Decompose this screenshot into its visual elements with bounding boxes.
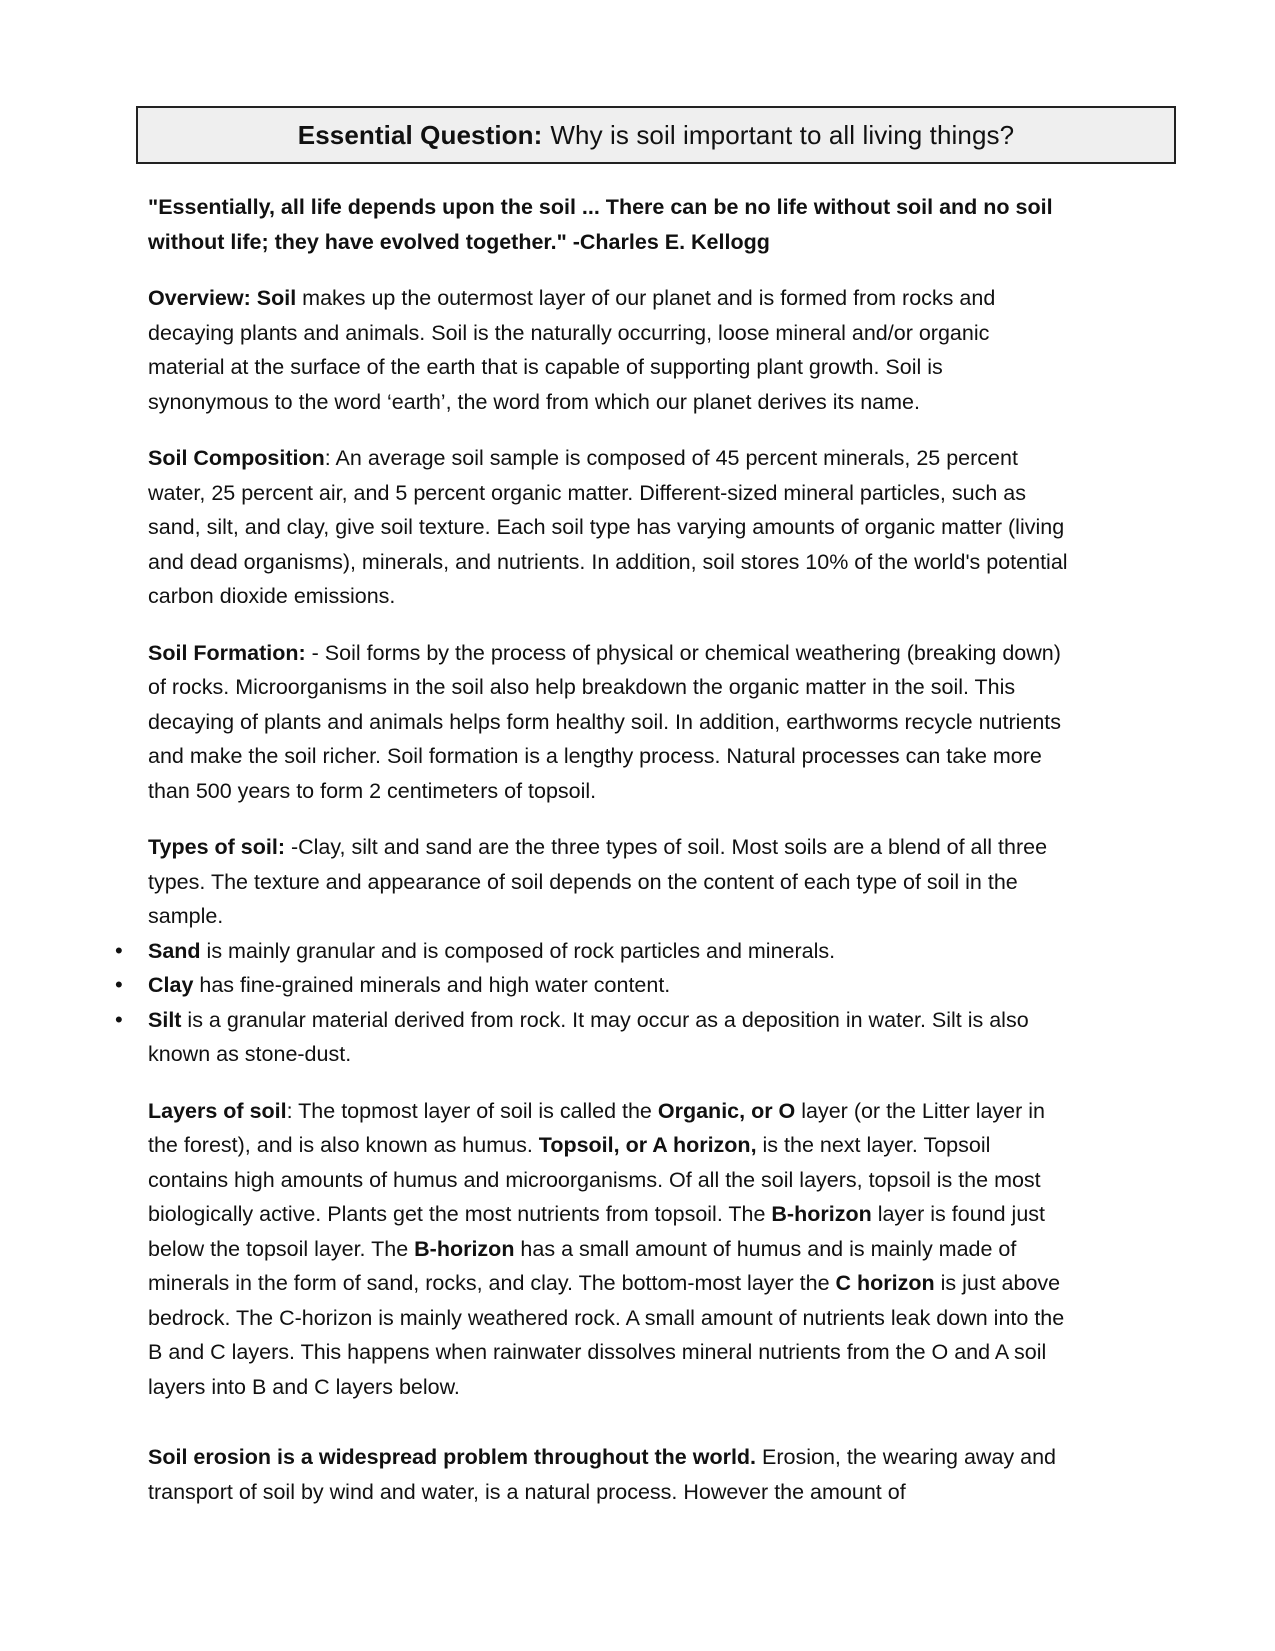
bullet-text: has fine-grained minerals and high water content. — [193, 973, 671, 997]
composition-label: Soil Composition — [148, 446, 325, 470]
overview-paragraph — [148, 281, 1068, 419]
types-text: -Clay, silt and sand are the three types of soil. Most soils are a blend of all three types. The texture and appearance of soil depends on the content of each type of soil in the sample. — [148, 835, 1048, 928]
layers-bold-term: Topsoil, or A horizon, — [538, 1133, 757, 1157]
essential-question-text: Why is soil important to all living things? — [550, 119, 1015, 150]
bullet-term: Sand — [148, 938, 201, 963]
layers-text: layer is found just below the topsoil layer. The — [148, 1202, 1045, 1261]
composition-text: : An average soil sample is composed of 45 percent minerals, 25 percent water, 25 percent air, and 5 percent organic matter. Different-sized mineral particles, such as sand, silt, and clay, give soil texture. Each soil type has varying amounts of organic matter (living and dead organisms), minerals, and nutrients. In addition, soil stores 10% of the world's potential carbon dioxide emissions. — [148, 446, 1068, 608]
layers-text: layer (or the Litter layer in the forest), and is also known as humus. — [148, 1098, 1046, 1157]
layers-bold-term: Organic, or O — [657, 1098, 796, 1123]
list-item — [115, 1003, 1068, 1072]
layers-text: has a small amount of humus and is mainly made of minerals in the form of sand, rocks, and clay. The bottom-most layer the — [148, 1236, 1017, 1295]
list-item — [115, 934, 1068, 969]
overview-label: Overview: — [148, 286, 251, 310]
layers-bold-term: B-horizon — [414, 1236, 515, 1261]
bullet-text: is a granular material derived from rock. It may occur as a deposition in water. Silt is also known as stone-dust. — [148, 1007, 1029, 1066]
formation-label: Soil Formation: — [148, 640, 306, 665]
soil-types-list — [115, 934, 1068, 1072]
erosion-paragraph — [148, 1440, 1068, 1509]
formation-text: - Soil forms by the process of physical or chemical weathering (breaking down) of rocks. Microorganisms in the soil also help breakdown the organic matter in the soil. This decaying of plants and animals helps form healthy soil. In addition, earthworms recycle nutrients and make the soil richer. Soil formation is a lengthy process. Natural processes can take more than 500 years to form 2 centimeters of topsoil. — [148, 640, 1062, 803]
bullet-term: Clay — [148, 973, 194, 997]
essential-question-label: Essential Question: — [297, 119, 543, 150]
bullet-icon: • — [115, 937, 123, 963]
bullet-icon: • — [115, 972, 123, 997]
erosion-label: Soil erosion is a widespread problem throughout the world. — [148, 1445, 757, 1469]
layers-paragraph — [148, 1094, 1068, 1405]
bullet-icon: • — [115, 1006, 123, 1032]
bullet-term: Silt — [148, 1007, 182, 1032]
document-body — [115, 190, 1068, 1531]
composition-paragraph — [148, 441, 1068, 614]
erosion-text: Erosion, the wearing away and transport of soil by wind and water, is a natural process. However the amount of — [148, 1445, 1057, 1504]
types-paragraph — [148, 830, 1068, 934]
formation-paragraph — [148, 636, 1068, 809]
list-item — [115, 968, 1068, 1003]
layers-label: Layers of soil — [148, 1098, 287, 1123]
bullet-text: is mainly granular and is composed of rock particles and minerals. — [200, 938, 836, 963]
overview-text: makes up the outermost layer of our planet and is formed from rocks and decaying plants and animals. Soil is the naturally occurring, loose mineral and/or organic material at the surface of the earth that is capable of supporting plant growth. Soil is synonymous to the word ‘earth’, the word from which our planet derives its name. — [148, 286, 996, 414]
layers-bold-term: C horizon — [835, 1271, 935, 1295]
layers-bold-term: B-horizon — [771, 1202, 872, 1226]
layers-text: is just above bedrock. The C-horizon is mainly weathered rock. A small amount of nutrients leak down into the B and C layers. This happens when rainwater dissolves mineral nutrients from the O and A soil layers into B and C layers below. — [148, 1271, 1065, 1399]
essential-question-box — [136, 106, 1176, 164]
types-label: Types of soil: — [148, 835, 285, 859]
overview-term: Soil — [256, 286, 297, 310]
layers-text: is the next layer. Topsoil contains high amounts of humus and microorganisms. Of all the soil layers, topsoil is the most biologically active. Plants get the most nutrients from topsoil. The — [148, 1133, 1041, 1226]
layers-text: : The topmost layer of soil is called the — [286, 1098, 658, 1123]
kellogg-quote: "Essentially, all life depends upon the soil ... There can be no life without soil and no soil without life; they have evolved together." -Charles E. Kellogg — [148, 195, 1053, 254]
